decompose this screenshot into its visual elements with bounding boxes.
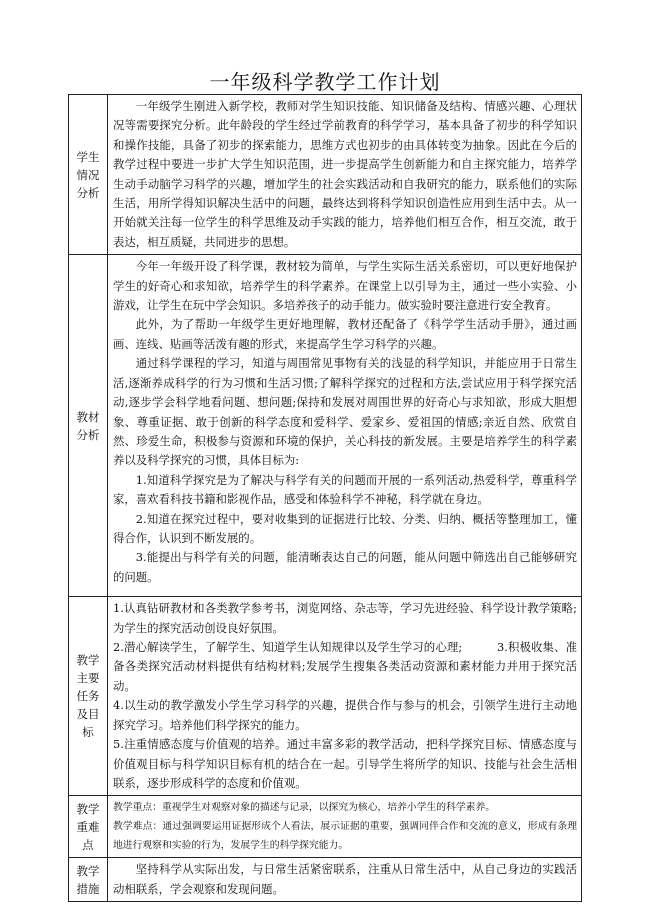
paragraph: 此外，为了帮助一年级学生更好地理解，教材还配备了《科学学生活动手册》，通过画画、连线、贴画等活泼有趣的形式，来提高学生学习科学的兴趣。: [113, 317, 577, 351]
paragraph: 一年级学生刚进入新学校，教师对学生知识技能、知识储备及结构、情感兴趣、心理状况等需要探究分析。此年龄段的学生经过学前教育的科学学习，基本具备了初步的科学知识和操作技能，具备了初步的探索能力，思维方式也初步的由具体转变为抽象。因此在今后的教学过程中要进一步扩大学生知识范围，进一步提高学生创新能力和自主探究能力，培养学生动手动脑学习科学的兴趣，增加学生的社会实践活动和自我研究的能力，联系他们的实际生活，用所学得知识解决生活中的问题，最终达到将科学知识创造性应用到生活中去。从一开始就关注每一位学生的科学思维及动手实践的能力，培养他们相互合作，相互交流，敢于表达，相互质疑，共同进步的思想。: [113, 99, 577, 249]
paragraph: 2.潜心解读学生，了解学生、知道学生认知规律以及学生学习的心理; 3.积极收集、准备各类探究活动材料提供有结构材料;发展学生搜集各类活动资源和素材能力并用于探究活动。: [113, 640, 577, 693]
section-content: [108, 95, 582, 255]
paragraph: 3.能提出与科学有关的问题，能清晰表达自己的问题，能从问题中筛选出自己能够研究的问题。: [113, 550, 577, 584]
label-line: 任务: [76, 689, 100, 704]
paragraph: 教学难点：通过强调要运用证据形成个人看法，展示证据的重要，强调同伴合作和交流的意义，形成有条理地进行观察和实验的行为，发展学生的科学探究能力。: [113, 821, 577, 852]
label-line: 分析: [76, 185, 100, 200]
section-row-student-analysis: [69, 95, 582, 255]
label-line: 教学: [76, 863, 100, 878]
section-label: [69, 95, 108, 255]
section-label: [69, 255, 108, 597]
section-row-textbook-analysis: [69, 255, 582, 597]
label-line: 标: [82, 725, 94, 740]
section-content: [108, 796, 582, 858]
section-row-key-points: [69, 796, 582, 858]
paragraph: 4.以生动的教学激发小学生学习科学的兴趣，提供合作与参与的机会，引领学生进行主动地探究学习。培养他们科学探究的能力。: [113, 698, 577, 732]
paragraph: 教学重点：重视学生对观察对象的描述与记录，以探究为核心，培养小学生的科学素养。: [113, 802, 496, 814]
label-line: 学生: [76, 149, 100, 164]
label-line: 教材: [76, 409, 100, 424]
section-content: [108, 858, 582, 902]
document-title: 一年级科学教学工作计划: [209, 70, 441, 94]
label-line: 教学: [76, 653, 100, 668]
label-line: 重难: [76, 819, 100, 834]
paragraph: 坚持科学从实际出发，与日常生活紧密联系，注重从日常生活中，从自己身边的实践活动相联系，学会观察和发现问题。: [113, 862, 577, 896]
section-row-tasks-goals: [69, 597, 582, 796]
paragraph: 1.认真钻研教材和各类教学参考书，浏览网络、杂志等，学习先进经验、科学设计教学策略;为学生的探究活动创设良好氛围。: [113, 601, 577, 635]
label-line: 措施: [76, 881, 100, 896]
section-label: [69, 858, 108, 902]
paragraph: 通过科学课程的学习，知道与周围常见事物有关的浅显的科学知识，并能应用于日常生活,逐渐养成科学的行为习惯和生活习惯;了解科学探究的过程和方法,尝试应用于科学探究活动,逐步学会科学地看问题、想问题;保持和发展对周围世界的好奇心与求知欲，形成大胆想象、尊重证据、敢于创新的科学态度和爱科学、爱家乡、爱祖国的情感;亲近自然、欣赏自然、珍爱生命，积极参与资源和环境的保护，关心科技的新发展。主要是培养学生的科学素养以及科学探究的习惯，具体目标为:: [113, 356, 577, 468]
plan-table: [68, 94, 582, 902]
section-content: [108, 255, 582, 597]
section-row-measures: [69, 858, 582, 902]
section-content: [108, 597, 582, 796]
section-label: [69, 796, 108, 858]
paragraph: 5.注重情感态度与价值观的培养。通过丰富多彩的教学活动，把科学探究目标、情感态度与价值观目标与科学知识目标有机的结合在一起。引导学生将所学的知识、技能与社会生活相联系，逐步形成科学的态度和价值观。: [113, 737, 577, 790]
label-line: 及目: [76, 707, 100, 722]
paragraph: 2.知道在探究过程中，要对收集到的证据进行比较、分类、归纳、概括等整理加工，懂得合作，认识到不断发展的。: [113, 511, 577, 545]
label-line: 分析: [76, 427, 100, 442]
label-line: 主要: [76, 671, 100, 686]
section-label: [69, 597, 108, 796]
paragraph: 1.知道科学探究是为了解决与科学有关的问题而开展的一系列活动,热爱科学，尊重科学家，喜欢看科技书籍和影视作品，感受和体验科学不神秘，科学就在身边。: [113, 472, 577, 507]
label-line: 教学: [76, 801, 100, 816]
label-line: 点: [82, 837, 94, 852]
label-line: 情况: [76, 167, 100, 182]
paragraph: 今年一年级开设了科学课，教材较为简单，与学生实际生活关系密切，可以更好地保护学生的好奇心和求知欲，培养学生的科学素养。在课堂上以引导为主，通过一些小实验、小游戏，让学生在玩中学会知识。多培养孩子的动手能力。做实验时要注意进行安全教育。: [113, 259, 577, 313]
